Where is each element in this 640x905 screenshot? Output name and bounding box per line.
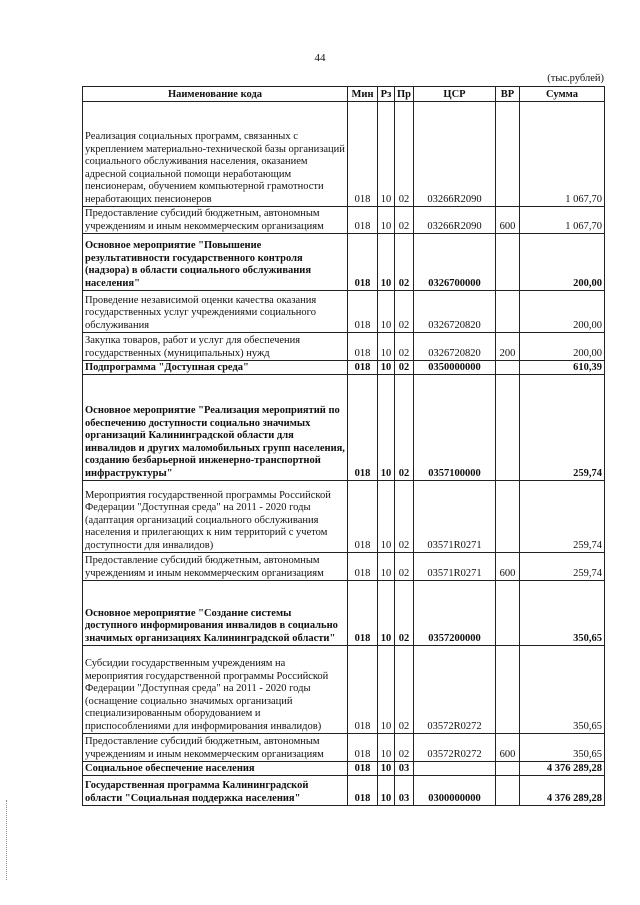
row-csr: 0326720820	[414, 333, 496, 361]
row-csr: 0357200000	[414, 581, 496, 646]
row-vr	[496, 291, 520, 333]
row-csr	[414, 762, 496, 776]
row-min: 018	[348, 581, 378, 646]
row-csr: 03571R0271	[414, 481, 496, 553]
row-rz: 10	[378, 776, 395, 806]
row-rz: 10	[378, 734, 395, 762]
row-sum: 4 376 289,28	[520, 762, 605, 776]
table-row	[83, 291, 605, 333]
table-row	[83, 361, 605, 375]
header-rz: Рз	[378, 87, 395, 102]
header-csr: ЦСР	[414, 87, 496, 102]
row-min: 018	[348, 375, 378, 481]
row-vr	[496, 102, 520, 207]
row-min: 018	[348, 333, 378, 361]
row-pr: 03	[395, 762, 414, 776]
table-row	[83, 734, 605, 762]
row-name: Социальное обеспечение населения	[83, 762, 348, 776]
row-min: 018	[348, 553, 378, 581]
row-vr: 200	[496, 333, 520, 361]
header-min: Мин	[348, 87, 378, 102]
row-csr: 03266R2090	[414, 102, 496, 207]
row-rz: 10	[378, 291, 395, 333]
row-name: Предоставление субсидий бюджетным, автономным учреждениям и иным некоммерческим организациям	[83, 207, 348, 234]
row-name: Закупка товаров, работ и услуг для обеспечения государственных (муниципальных) нужд	[83, 333, 348, 361]
table-row	[83, 481, 605, 553]
row-name: Основное мероприятие "Реализация мероприятий по обеспечению доступности социально значимых организаций Калининградской области для инвалидов и других маломобильных групп населения, созданию безбарьерной инженерно-транспортной инфраструктуры"	[83, 375, 348, 481]
table-header-row	[83, 87, 605, 102]
table-row	[83, 553, 605, 581]
row-min: 018	[348, 291, 378, 333]
row-csr: 03572R0272	[414, 734, 496, 762]
row-pr: 02	[395, 291, 414, 333]
row-min: 018	[348, 646, 378, 734]
row-vr: 600	[496, 734, 520, 762]
row-csr: 03572R0272	[414, 646, 496, 734]
row-pr: 02	[395, 207, 414, 234]
row-sum: 259,74	[520, 481, 605, 553]
row-pr: 02	[395, 734, 414, 762]
row-vr: 600	[496, 207, 520, 234]
row-vr	[496, 234, 520, 291]
row-min: 018	[348, 361, 378, 375]
scan-edge-mark	[6, 800, 8, 880]
table-row	[83, 333, 605, 361]
header-pr: Пр	[395, 87, 414, 102]
header-sum: Сумма	[520, 87, 605, 102]
row-vr	[496, 762, 520, 776]
row-csr: 03266R2090	[414, 207, 496, 234]
row-sum: 350,65	[520, 734, 605, 762]
header-vr: ВР	[496, 87, 520, 102]
row-sum: 200,00	[520, 234, 605, 291]
row-name: Предоставление субсидий бюджетным, автономным учреждениям и иным некоммерческим организациям	[83, 553, 348, 581]
table-row	[83, 646, 605, 734]
table-row	[83, 776, 605, 806]
row-pr: 02	[395, 333, 414, 361]
row-vr	[496, 581, 520, 646]
row-sum: 1 067,70	[520, 207, 605, 234]
row-name: Мероприятия государственной программы Российской Федерации "Доступная среда" на 2011 - 2020 годы (адаптация организаций социального обслуживания населения и прилегающих к ним территорий с учетом доступности для инвалидов)	[83, 481, 348, 553]
units-note: (тыс.рублей)	[547, 73, 604, 84]
row-sum: 1 067,70	[520, 102, 605, 207]
row-sum: 610,39	[520, 361, 605, 375]
row-sum: 259,74	[520, 553, 605, 581]
row-min: 018	[348, 481, 378, 553]
row-name: Предоставление субсидий бюджетным, автономным учреждениям и иным некоммерческим организациям	[83, 734, 348, 762]
row-name: Основное мероприятие "Повышение результативности государственного контроля (надзора) в области социального обслуживания населения"	[83, 234, 348, 291]
row-pr: 03	[395, 776, 414, 806]
row-min: 018	[348, 734, 378, 762]
row-vr	[496, 375, 520, 481]
row-rz: 10	[378, 481, 395, 553]
row-sum: 200,00	[520, 333, 605, 361]
row-rz: 10	[378, 361, 395, 375]
row-name: Субсидии государственным учреждениям на мероприятия государственной программы Российской Федерации "Доступная среда" на 2011 - 2020 годы (оснащение социально значимых организаций специализированным оборудованием и приспособлениями для информирования инвалидов)	[83, 646, 348, 734]
row-name: Подпрограмма "Доступная среда"	[83, 361, 348, 375]
row-vr	[496, 776, 520, 806]
row-rz: 10	[378, 207, 395, 234]
row-sum: 200,00	[520, 291, 605, 333]
budget-table	[82, 86, 605, 806]
row-sum: 350,65	[520, 646, 605, 734]
row-rz: 10	[378, 646, 395, 734]
row-csr: 0326700000	[414, 234, 496, 291]
row-pr: 02	[395, 581, 414, 646]
row-name: Проведение независимой оценки качества оказания государственных услуг учреждениями социального обслуживания	[83, 291, 348, 333]
table-row	[83, 207, 605, 234]
row-csr: 0350000000	[414, 361, 496, 375]
row-rz: 10	[378, 762, 395, 776]
row-sum: 4 376 289,28	[520, 776, 605, 806]
table-row	[83, 375, 605, 481]
row-vr	[496, 361, 520, 375]
row-name: Основное мероприятие "Создание системы доступного информирования инвалидов в социально значимых организациях Калининградской области"	[83, 581, 348, 646]
row-min: 018	[348, 776, 378, 806]
table-row	[83, 581, 605, 646]
row-rz: 10	[378, 333, 395, 361]
row-rz: 10	[378, 581, 395, 646]
row-pr: 02	[395, 646, 414, 734]
row-sum: 350,65	[520, 581, 605, 646]
row-vr	[496, 481, 520, 553]
row-sum: 259,74	[520, 375, 605, 481]
row-min: 018	[348, 102, 378, 207]
row-min: 018	[348, 234, 378, 291]
row-pr: 02	[395, 553, 414, 581]
row-rz: 10	[378, 234, 395, 291]
row-rz: 10	[378, 553, 395, 581]
row-csr: 0357100000	[414, 375, 496, 481]
row-vr	[496, 646, 520, 734]
page-number: 44	[314, 52, 326, 64]
row-vr: 600	[496, 553, 520, 581]
row-rz: 10	[378, 102, 395, 207]
table-row	[83, 102, 605, 207]
row-min: 018	[348, 762, 378, 776]
row-pr: 02	[395, 361, 414, 375]
row-csr: 03571R0271	[414, 553, 496, 581]
row-csr: 0300000000	[414, 776, 496, 806]
row-pr: 02	[395, 375, 414, 481]
row-name: Реализация социальных программ, связанных с укреплением материально-технической базы организаций социального обслуживания населения, оказанием адресной социальной помощи неработающим пенсионерам, обучением компьютерной грамотности неработающих пенсионеров	[83, 102, 348, 207]
row-name: Государственная программа Калининградской области "Социальная поддержка населения"	[83, 776, 348, 806]
table-row	[83, 762, 605, 776]
row-pr: 02	[395, 481, 414, 553]
header-name: Наименование кода	[83, 87, 348, 102]
row-csr: 0326720820	[414, 291, 496, 333]
row-rz: 10	[378, 375, 395, 481]
row-pr: 02	[395, 234, 414, 291]
row-min: 018	[348, 207, 378, 234]
row-pr: 02	[395, 102, 414, 207]
table-row	[83, 234, 605, 291]
